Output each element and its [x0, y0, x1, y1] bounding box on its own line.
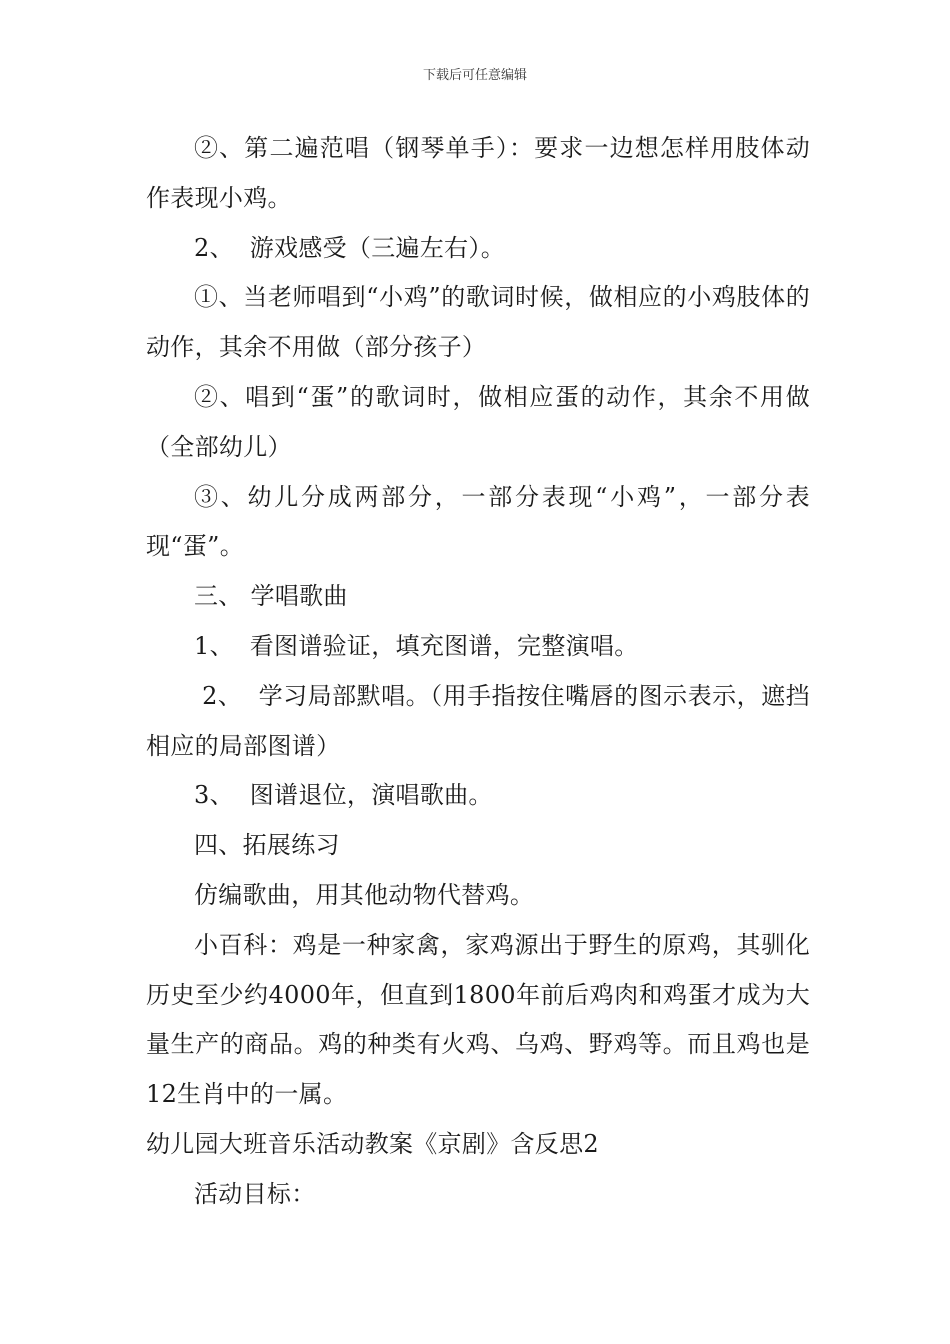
page-header-note: 下载后可任意编辑	[422, 68, 527, 83]
section-heading-extension: 四、拓展练习	[194, 831, 340, 860]
paragraph-game-experience: 2、 游戏感受（三遍左右）。	[194, 233, 506, 262]
paragraph-remove-score: 3、 图谱退位，演唱歌曲。	[194, 781, 493, 810]
paragraph-chick-action: ①、当老师唱到“小鸡”的歌词时候，做相应的小鸡肢体的动作，其余不用做（部分孩子）	[146, 283, 810, 362]
paragraph-egg-action: ②、唱到“蛋”的歌词时，做相应蛋的动作，其余不用做（全部幼儿）	[146, 382, 810, 461]
section-heading-learn-song: 三、 学唱歌曲	[194, 582, 348, 611]
paragraph-adapt-song: 仿编歌曲，用其他动物代替鸡。	[194, 880, 535, 909]
paragraph-split-groups: ③、幼儿分成两部分，一部分表现“小鸡”，一部分表现“蛋”。	[146, 482, 810, 561]
paragraph-encyclopedia: 小百科：鸡是一种家禽，家鸡源出于野生的原鸡，其驯化历史至少约4000年，但直到1800年前后鸡肉和鸡蛋才成为大量生产的商品。鸡的种类有火鸡、乌鸡、野鸡等。而且鸡也是12生肖中的一属。	[146, 930, 810, 1109]
paragraph-verify-score: 1、 看图谱验证，填充图谱，完整演唱。	[194, 631, 639, 660]
document-title-peking-opera: 幼儿园大班音乐活动教案《京剧》含反思2	[146, 1129, 599, 1158]
paragraph-silent-singing: 2、 学习局部默唱。（用手指按住嘴唇的图示表示，遮挡相应的局部图谱）	[146, 681, 810, 760]
section-heading-activity-goals: 活动目标：	[194, 1179, 316, 1208]
document-body	[146, 124, 810, 1220]
paragraph-second-demo-singing: ②、第二遍范唱（钢琴单手）：要求一边想怎样用肢体动作表现小鸡。	[146, 134, 810, 212]
